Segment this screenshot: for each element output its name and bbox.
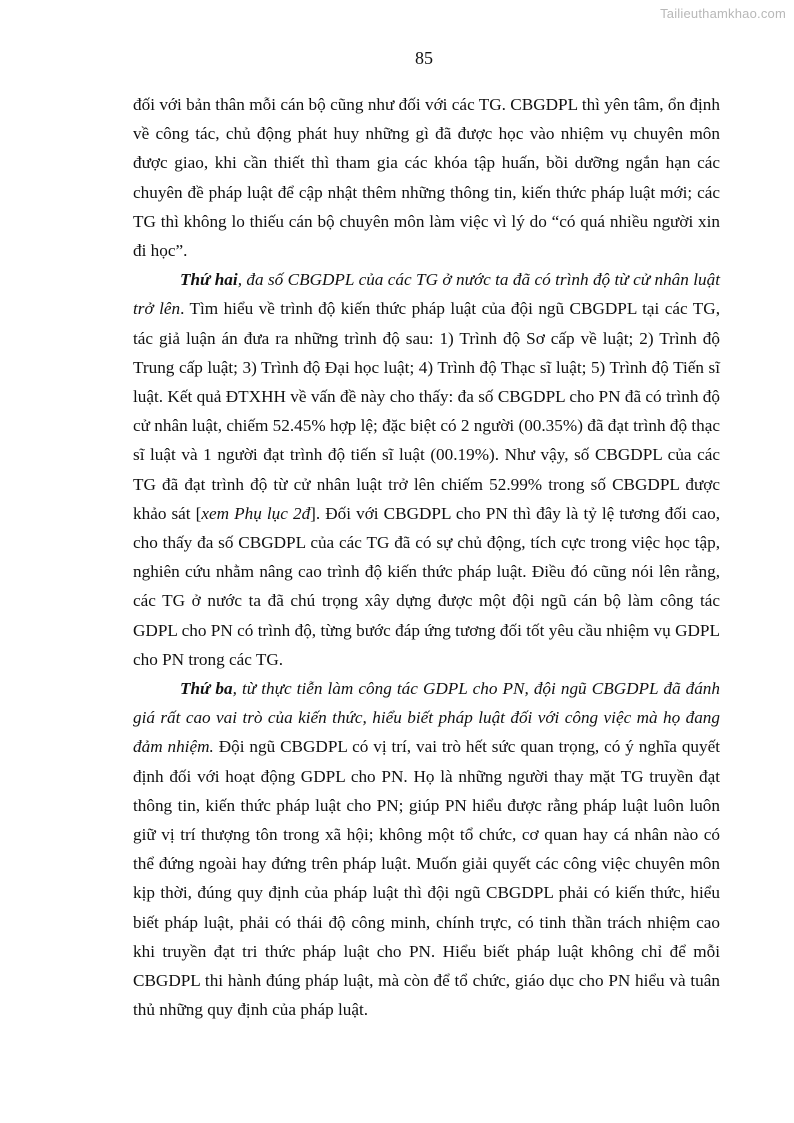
paragraph-lead-bold: Thứ ba [180, 679, 233, 699]
paragraph-thu-ba [133, 674, 720, 1024]
paragraph-lead-italic: , từ thực tiễn làm công tác GDPL cho PN, đội ngũ CBGDPL đã đánh giá rất cao vai trò của kiến thức, hiểu biết pháp luật đối với công việc mà họ đang đảm nhiệm. [133, 679, 720, 757]
paragraph-text: Đội ngũ CBGDPL có vị trí, vai trò hết sức quan trọng, có ý nghĩa quyết định đối với hoạt động GDPL cho PN. Họ là những người thay mặt TG truyền đạt thông tin, kiến thức pháp luật cho PN; giúp PN hiểu được rằng pháp luật luôn luôn giữ vị trí thượng tôn trong xã hội; không một tổ chức, cơ quan hay cá nhân nào có thể đứng ngoài hay đứng trên pháp luật. Muốn giải quyết các công việc chuyên môn kịp thời, đúng quy định của pháp luật thì đội ngũ CBGDPL phải có kiến thức, hiểu biết pháp luật, phải có thái độ công minh, chính trực, có tinh thần trách nhiệm cao khi truyền đạt tri thức pháp luật cho PN. Hiểu biết pháp luật không chỉ để mỗi CBGDPL thi hành đúng pháp luật, mà còn để tổ chức, giáo dục cho PN hiểu và tuân thủ những quy định của pháp luật. [133, 737, 720, 1020]
paragraph-lead-bold: Thứ hai [180, 270, 238, 290]
paragraph-text: ]. Đối với CBGDPL cho PN thì đây là tỷ lệ tương đối cao, cho thấy đa số CBGDPL của các TG đã có sự chủ động, tích cực trong việc học tập, nghiên cứu nhằm nâng cao trình độ kiến thức pháp luật. Điều đó cũng nói lên rằng, các TG ở nước ta đã chú trọng xây dựng được một đội ngũ cán bộ làm công tác GDPL cho PN có trình độ, từng bước đáp ứng tương đối tốt yêu cầu nhiệm vụ GDPL cho PN trong các TG. [133, 503, 720, 669]
watermark: Tailieuthamkhao.com [660, 6, 786, 21]
page-number: 85 [415, 48, 433, 68]
document-body [133, 90, 720, 1025]
paragraph-lead-italic: , đa số CBGDPL của các TG ở nước ta đã có trình độ từ cử nhân luật trở lên [133, 270, 720, 319]
paragraph-thu-hai [133, 265, 720, 674]
paragraph-continuation: đối với bản thân mỗi cán bộ cũng như đối với các TG. CBGDPL thì yên tâm, ổn định về công tác, chủ động phát huy những gì đã được học vào nhiệm vụ chuyên môn được giao, khi cần thiết thì tham gia các khóa tập huấn, bồi dưỡng ngắn hạn các chuyên đề pháp luật để cập nhật thêm những thông tin, kiến thức pháp luật mới; các TG thì không lo thiếu cán bộ chuyên môn làm việc vì lý do “có quá nhiều người xin đi học”. [133, 95, 720, 261]
paragraph-text: . Tìm hiểu về trình độ kiến thức pháp luật của đội ngũ CBGDPL tại các TG, tác giả luận án đưa ra những trình độ sau: 1) Trình độ Sơ cấp về luật; 2) Trình độ Trung cấp luật; 3) Trình độ Đại học luật; 4) Trình độ Thạc sĩ luật; 5) Trình độ Tiến sĩ luật. Kết quả ĐTXHH về vấn đề này cho thấy: đa số CBGDPL cho PN đã có trình độ cử nhân luật, chiếm 52.45% hợp lệ; đặc biệt có 2 người (00.35%) đã đạt trình độ thạc sĩ luật và 1 người đạt trình độ tiến sĩ luật (00.19%). Như vậy, số CBGDPL của các TG đã đạt trình độ từ cử nhân luật trở lên chiếm 52.99% trong số CBGDPL được khảo sát [ [133, 299, 720, 523]
appendix-reference: xem Phụ lục 2đ [201, 503, 311, 523]
